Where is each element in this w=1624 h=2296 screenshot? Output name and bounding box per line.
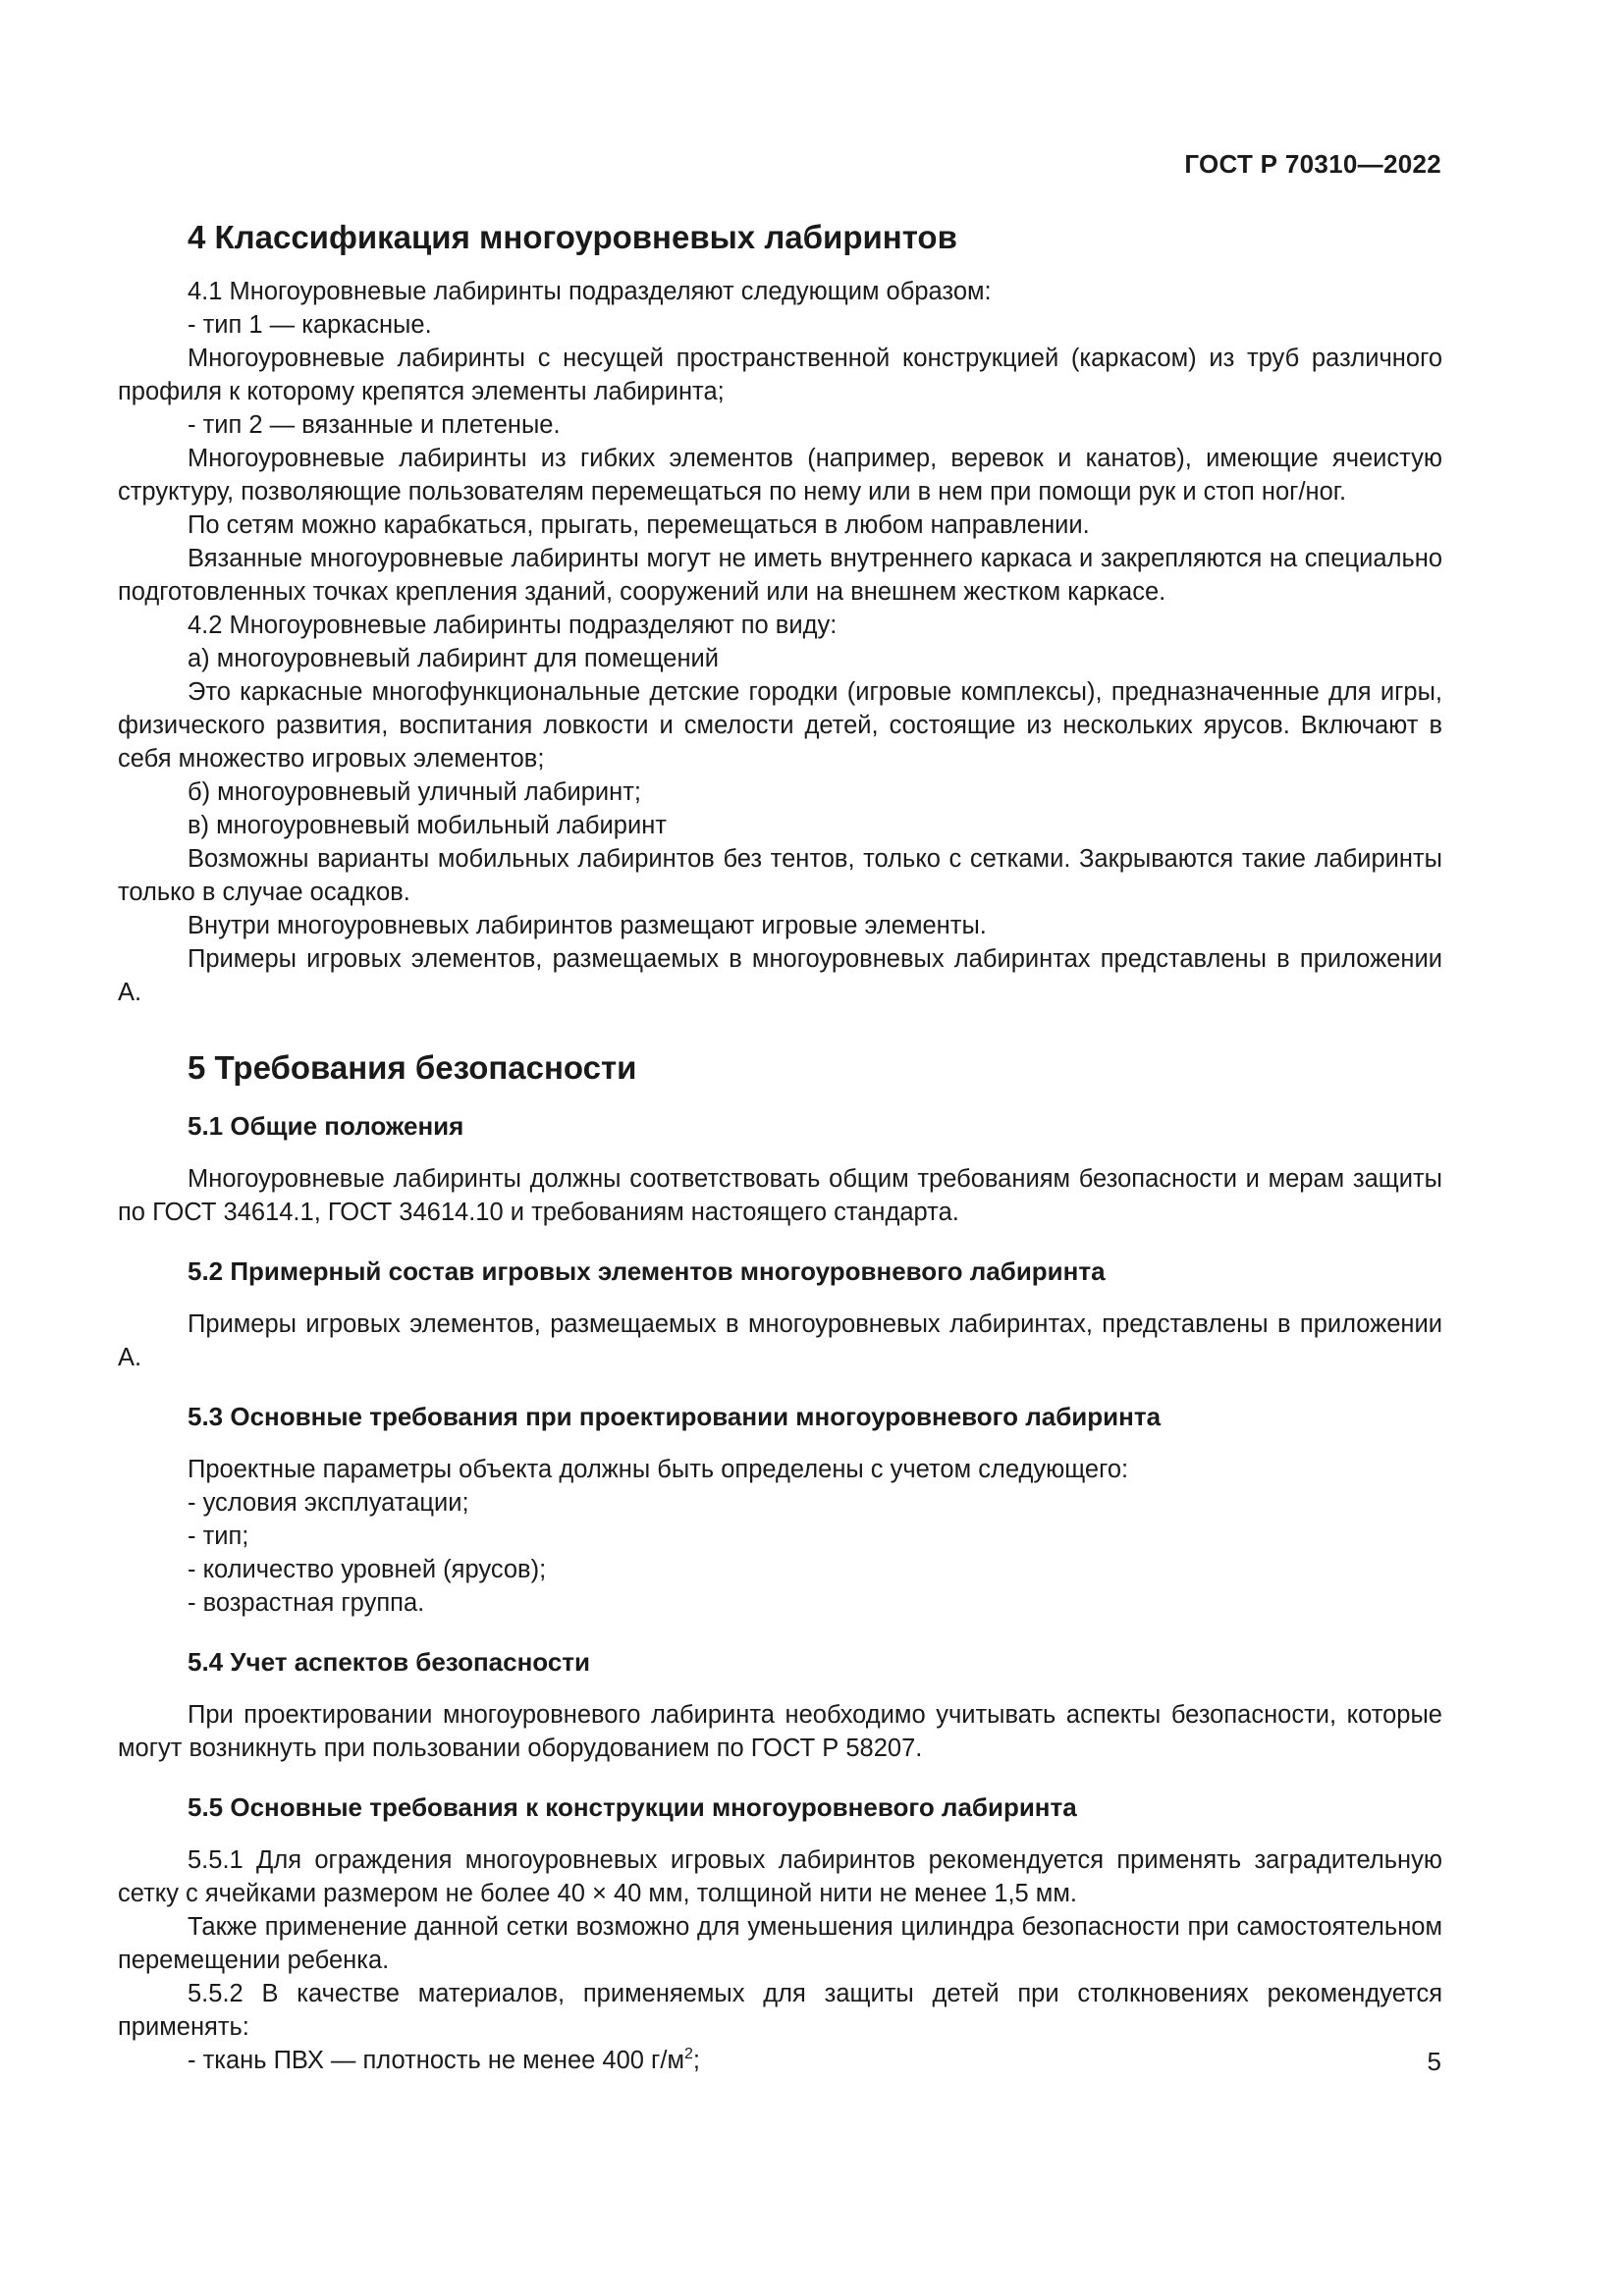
paragraph: Многоуровневые лабиринты с несущей пространственной конструкцией (каркасом) из труб различного профиля к которому крепятся элементы лабиринта;: [118, 345, 1442, 405]
paragraph: Примеры игровых элементов, размещаемых в многоуровневых лабиринтах, представлены в приложении А.: [118, 1310, 1442, 1371]
paragraph: Многоуровневые лабиринты из гибких элементов (например, веревок и канатов), имеющие ячеистую структуру, позволяющие пользователям перемещаться по нему или в нем при помощи рук и стоп ног/ног.: [118, 445, 1442, 506]
list-item: а) многоуровневый лабиринт для помещений: [188, 645, 720, 672]
document-code: ГОСТ Р 70310—2022: [1184, 149, 1441, 179]
list-item: [188, 2044, 1442, 2077]
list-item-tail: ;: [692, 2047, 700, 2074]
paragraph: Внутри многоуровневых лабиринтов размещают игровые элементы.: [188, 912, 987, 939]
paragraph: 5.5.1 Для ограждения многоуровневых игровых лабиринтов рекомендуется применять заградительную сетку с ячейками размером не более 40 × 40 мм, толщиной нити не менее 1,5 мм.: [118, 1846, 1442, 1907]
paragraph: Примеры игровых элементов, размещаемых в многоуровневых лабиринтах представлены в приложении А.: [118, 945, 1442, 1006]
list-item: - количество уровней (ярусов);: [188, 1556, 547, 1583]
subsection-5-1-title: 5.1 Общие положения: [188, 1111, 464, 1141]
subsection-5-5-title: 5.5 Основные требования к конструкции многоуровневого лабиринта: [188, 1792, 1077, 1822]
paragraph: Также применение данной сетки возможно для уменьшения цилиндра безопасности при самостоятельном перемещении ребенка.: [118, 1913, 1442, 1974]
section-5-title: 5 Требования безопасности: [188, 1049, 637, 1086]
subsection-5-2-title: 5.2 Примерный состав игровых элементов многоуровневого лабиринта: [188, 1256, 1106, 1286]
superscript: 2: [683, 2046, 693, 2062]
list-item: - возрастная группа.: [188, 1589, 425, 1617]
subsection-5-3-title: 5.3 Основные требования при проектировании многоуровневого лабиринта: [188, 1402, 1162, 1431]
paragraph: 4.2 Многоуровневые лабиринты подразделяют по виду:: [188, 612, 838, 639]
paragraph: Проектные параметры объекта должны быть определены с учетом следующего:: [188, 1456, 1129, 1483]
section-4-title: 4 Классификация многоуровневых лабиринтов: [188, 219, 957, 255]
paragraph: 4.1 Многоуровневые лабиринты подразделяют следующим образом:: [188, 278, 992, 305]
paragraph: 5.5.2 В качестве материалов, применяемых для защиты детей при столкновениях рекомендуется применять:: [118, 1980, 1442, 2041]
paragraph: Возможны варианты мобильных лабиринтов без тентов, только с сетками. Закрываются такие лабиринты только в случае осадков.: [118, 845, 1442, 906]
list-item-text: - ткань ПВХ — плотность не менее 400 г/м: [188, 2047, 684, 2074]
document-body: [118, 218, 1442, 2077]
paragraph: По сетям можно карабкаться, прыгать, перемещаться в любом направлении.: [188, 511, 1090, 539]
page-number: 5: [1427, 2047, 1441, 2076]
list-item: - тип 2 — вязанные и плетеные.: [188, 411, 561, 439]
list-item: - условия эксплуатации;: [188, 1489, 469, 1517]
paragraph: Вязанные многоуровневые лабиринты могут не иметь внутреннего каркаса и закрепляются на специально подготовленных точках крепления зданий, сооружений или на внешнем жестком каркасе.: [118, 545, 1442, 606]
subsection-5-4-title: 5.4 Учет аспектов безопасности: [188, 1647, 591, 1677]
list-item: - тип;: [188, 1522, 249, 1550]
list-item: в) многоуровневый мобильный лабиринт: [188, 812, 667, 839]
list-item: - тип 1 — каркасные.: [188, 311, 432, 339]
paragraph: Это каркасные многофункциональные детские городки (игровые комплексы), предназначенные для игры, физического развития, воспитания ловкости и смелости детей, состоящие из нескольких ярусов. Включают в себя множество игровых элементов;: [118, 678, 1442, 773]
list-item: б) многоуровневый уличный лабиринт;: [188, 778, 641, 806]
paragraph: Многоуровневые лабиринты должны соответствовать общим требованиям безопасности и мерам защиты по ГОСТ 34614.1, ГОСТ 34614.10 и требованиям настоящего стандарта.: [118, 1165, 1442, 1226]
paragraph: При проектировании многоуровневого лабиринта необходимо учитывать аспекты безопасности, которые могут возникнуть при пользовании оборудованием по ГОСТ Р 58207.: [118, 1701, 1442, 1762]
